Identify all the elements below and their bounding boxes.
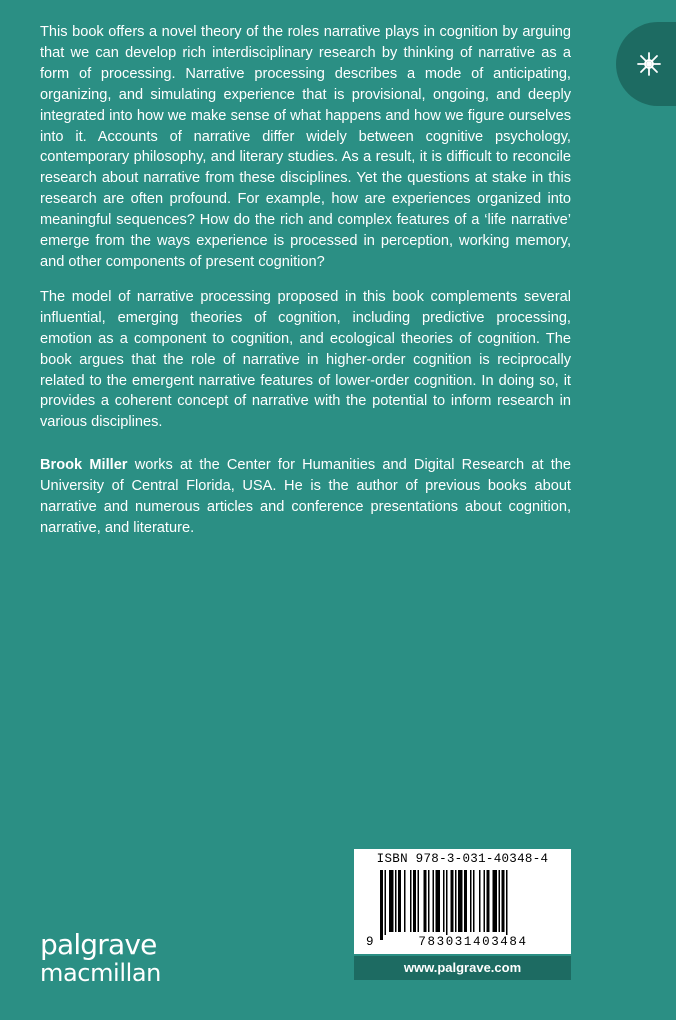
back-cover-blurb	[40, 22, 571, 553]
logo-line-2: macmillan	[40, 959, 161, 987]
publisher-tab	[616, 22, 676, 106]
publisher-website[interactable]: www.palgrave.com	[354, 956, 571, 980]
author-bio	[40, 455, 571, 539]
isbn-label: ISBN 978-3-031-40348-4	[376, 852, 549, 866]
isbn-first-digit: 9	[366, 935, 374, 949]
logo-line-1: palgrave	[40, 928, 157, 961]
barcode-bars	[380, 870, 550, 940]
publisher-logo	[40, 928, 161, 987]
isbn-barcode	[354, 849, 571, 954]
isbn-digits: 783031403484	[384, 935, 562, 949]
blurb-paragraph-2: The model of narrative processing proposed in this book complements several influential, emerging theories of cognition, including predictive processing, emotion as a component to cognition, and ecological theories of cognition. The book argues that the role of narrative in higher-order cognition is reciprocally related to the emergent narrative features of lower-order cognition. In doing so, it provides a coherent concept of narrative with the potential to inform research in various disciplines.	[40, 288, 571, 431]
author-name: Brook Miller	[40, 457, 128, 474]
springer-horse-icon	[635, 50, 663, 78]
author-bio-text: works at the Center for Humanities and Digital Research at the University of Central Florida, USA. He is the author of previous books about narrative and numerous articles and conference presentations about cognition, narrative, and literature.	[40, 457, 571, 536]
blurb-paragraph-1: This book offers a novel theory of the roles narrative plays in cognition by arguing that we can develop rich interdisciplinary research by thinking of narrative as a form of processing. Narrative processing describes a mode of anticipating, organizing, and simulating experience that is provisional, ongoing, and deeply integrated into how we make sense of what happens and how we figure ourselves into it. Accounts of narrative differ widely between cognitive psychology, contemporary philosophy, and literary studies. As a result, it is difficult to reconcile research about narrative from these disciplines. Yet the questions at stake in this research are often profound. For example, how are experiences organized into meaningful sequences? How do the rich and complex features of a ‘life narrative’ emerge from the ways experience is processed in perception, working memory, and other components of present cognition?	[40, 24, 571, 270]
